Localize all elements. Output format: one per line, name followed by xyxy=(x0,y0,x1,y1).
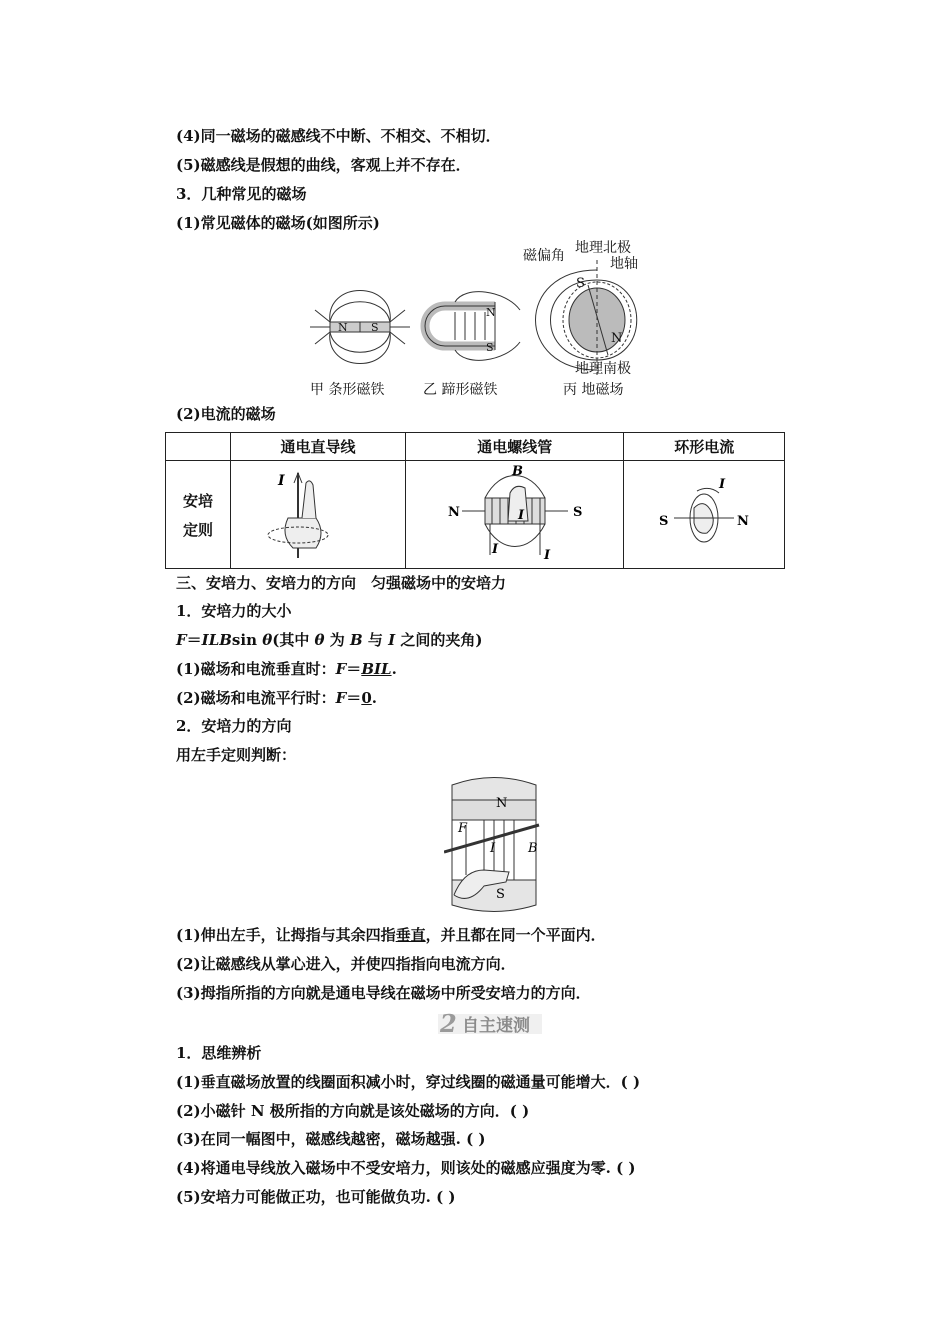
svg-text:B: B xyxy=(511,463,523,479)
svg-text:甲 条形磁铁: 甲 条形磁铁 xyxy=(310,382,385,398)
svg-text:N: N xyxy=(611,331,623,346)
svg-text:S: S xyxy=(496,887,505,902)
svg-text:I: I xyxy=(719,476,726,492)
table-header: 通电直导线 xyxy=(231,433,406,461)
text-line: (1)常见磁体的磁场(如图所示) xyxy=(176,214,380,232)
svg-text:I: I xyxy=(517,507,524,523)
svg-text:B: B xyxy=(528,841,538,856)
svg-text:N: N xyxy=(338,321,348,334)
section-heading: 1．安培力的大小 xyxy=(176,602,292,620)
svg-text:S: S xyxy=(371,321,379,334)
text-line: (2)让磁感线从掌心进入，并使四指指向电流方向． xyxy=(176,955,516,973)
svg-text:N: N xyxy=(447,504,460,520)
svg-text:I: I xyxy=(491,541,498,557)
svg-text:N: N xyxy=(486,306,496,319)
svg-text:S: S xyxy=(572,504,583,520)
solenoid-figure xyxy=(406,461,624,569)
svg-text:F: F xyxy=(458,821,468,836)
section-heading: 1．思维辨析 xyxy=(176,1044,262,1062)
text-line: (5)磁感线是假想的曲线，客观上并不存在． xyxy=(176,156,471,174)
question-item: (2)小磁针 N 极所指的方向就是该处磁场的方向．( ) xyxy=(176,1102,530,1120)
section-heading: 3．几种常见的磁场 xyxy=(176,185,307,203)
svg-text:乙 蹄形磁铁: 乙 蹄形磁铁 xyxy=(423,382,498,398)
svg-text:S: S xyxy=(486,341,494,354)
section-heading: 2．安培力的方向 xyxy=(176,717,292,735)
svg-text:I: I xyxy=(490,841,496,856)
svg-text:N: N xyxy=(496,796,508,811)
left-hand-rule-figure xyxy=(444,770,548,918)
svg-text:丙 地磁场: 丙 地磁场 xyxy=(563,382,624,398)
formula-line: F＝ILBsin θ(其中 θ 为 B 与 I 之间的夹角) xyxy=(176,631,483,649)
self-test-badge xyxy=(438,1010,542,1036)
straight-wire-figure xyxy=(231,461,406,569)
svg-text:地理南极: 地理南极 xyxy=(575,361,631,377)
svg-text:磁偏角: 磁偏角 xyxy=(523,248,565,264)
question-item: (4)将通电导线放入磁场中不受安培力，则该处的磁感应强度为零. ( ) xyxy=(176,1159,636,1177)
svg-text:地轴: 地轴 xyxy=(610,256,638,272)
text-line: (2)电流的磁场 xyxy=(176,405,276,423)
text-line: (1)磁场和电流垂直时：F＝BIL. xyxy=(176,660,397,678)
magnet-field-figure xyxy=(305,240,650,402)
text-line: (1)伸出左手，让拇指与其余四指垂直，并且都在同一个平面内． xyxy=(176,926,606,944)
svg-text:2: 2 xyxy=(440,1010,457,1036)
svg-text:I: I xyxy=(278,472,285,489)
svg-text:S: S xyxy=(576,276,585,291)
text-line: 用左手定则判断： xyxy=(176,746,297,764)
table-header: 通电螺线管 xyxy=(406,433,624,461)
svg-text:地理北极: 地理北极 xyxy=(575,240,631,256)
text-line: (3)拇指所指的方向就是通电导线在磁场中所受安培力的方向． xyxy=(176,984,591,1002)
svg-text:N: N xyxy=(737,513,750,529)
row-label: 安培 定则 xyxy=(166,461,231,569)
text-line: (4)同一磁场的磁感线不中断、不相交、不相切． xyxy=(176,127,501,145)
svg-text:I: I xyxy=(543,547,550,563)
table-header: 环形电流 xyxy=(624,433,785,461)
question-item: (1)垂直磁场放置的线圈面积减小时，穿过线圈的磁通量可能增大．( ) xyxy=(176,1073,641,1091)
svg-text:S: S xyxy=(659,513,669,529)
ring-current-figure xyxy=(624,461,785,569)
ampere-rule-table xyxy=(165,432,785,569)
table-corner xyxy=(166,433,231,461)
question-item: (5)安培力可能做正功，也可能做负功. ( ) xyxy=(176,1188,456,1206)
question-item: (3)在同一幅图中，磁感线越密，磁场越强. ( ) xyxy=(176,1130,486,1148)
text-line: (2)磁场和电流平行时：F＝0. xyxy=(176,689,377,707)
section-heading: 三、安培力、安培力的方向 匀强磁场中的安培力 xyxy=(176,574,507,592)
svg-text:自主速测: 自主速测 xyxy=(462,1016,530,1036)
